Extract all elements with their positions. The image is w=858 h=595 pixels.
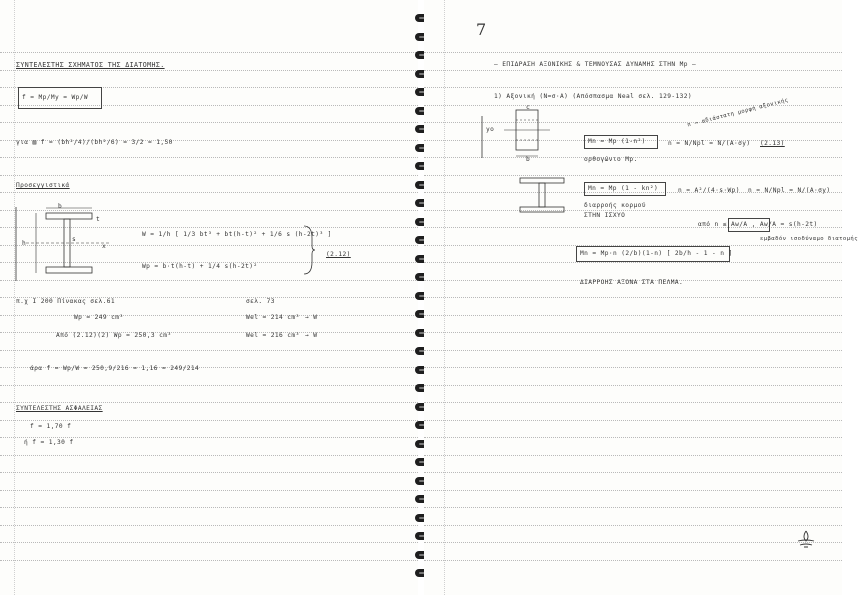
mn-formula-1: Mn = Mp (1-n²) (588, 138, 646, 145)
ruled-line (0, 472, 418, 473)
rect-dim-b: b (526, 156, 531, 163)
ruled-line (0, 192, 418, 193)
dim-b-label: b (58, 203, 63, 210)
equivalent-area-note: εμβαδόν ισοδύναμο διατομής (760, 236, 858, 242)
ruled-line (424, 420, 842, 421)
ruled-line (424, 542, 842, 543)
ruled-line (424, 350, 842, 351)
n-formula-2: n = A²/(4·s·Wp) (678, 187, 740, 194)
ruled-line (0, 455, 418, 456)
ruled-line (424, 332, 842, 333)
left-notebook-page (0, 0, 418, 595)
ruled-line (0, 542, 418, 543)
wp-value: Wp = 249 cm³ (74, 314, 124, 321)
axial-item-1: 1) Αξονική (N=σ·A) (Απόσπασμα Neal σελ. 129-132) (494, 93, 693, 100)
formula-w: W = 1/h [ 1/3 bt³ + bt(h-t)² + 1/6 s (h-2t)³ ] (142, 231, 332, 238)
ruled-line (0, 315, 418, 316)
safety-coef-1: f = 1,70 f (30, 423, 72, 430)
web-right (539, 183, 545, 207)
example-line: π.χ I 200 Πίνακας σελ.61 (16, 298, 116, 305)
wel-value-2: Wel = 216 cm³ (246, 332, 300, 339)
rect-section-sketch (480, 106, 570, 166)
ruled-line (0, 437, 418, 438)
formula-box-text: f = Mp/My = Wp/W (22, 94, 89, 101)
ruled-line (424, 455, 842, 456)
top-flange (46, 213, 92, 219)
ruled-line (0, 157, 418, 158)
dim-h-label: h (22, 240, 27, 247)
equation-ref-2-12: (2.12) (326, 251, 351, 258)
ruled-line (424, 297, 842, 298)
ruled-line (0, 52, 418, 53)
web-yield-note-2: ΣΤΗΝ ΙΣΧΥΟ (584, 212, 626, 219)
example-page-ref: σελ. 73 (246, 298, 275, 305)
n-formula-1: n = N/Npl = N/(A·σy) (668, 140, 751, 147)
approximation-label: Προσεγγιστικά (16, 182, 70, 189)
ruled-line (424, 70, 842, 71)
flange-top-right (520, 178, 564, 183)
ruled-line (424, 560, 842, 561)
ruled-line (424, 262, 842, 263)
formula-bracket (302, 224, 316, 276)
right-notebook-page (424, 0, 858, 595)
doodle-mark (794, 527, 818, 551)
shape-factor-heading: ΣΥΝΤΕΛΕΣΤΗΣ ΣΧΗΜΑΤΟΣ ΤΗΣ ΔΙΑΤΟΜΗΣ. (16, 61, 165, 69)
flange-yield-note: ΔΙΑΡΡΟΗΣ ΑΞΟΝΑ ΣΤΑ ΠΕΛΜΑ. (580, 279, 684, 286)
ruled-line (0, 420, 418, 421)
wel-arrow-2: → W (305, 332, 318, 339)
ratio-line: άρα f = Wp/W = 250,9/216 = 1,16 = 249/214 (30, 365, 200, 372)
formula-wp: Wp = b·t(h-t) + 1/4 s(h-2t)² (142, 263, 258, 270)
ruled-line (424, 507, 842, 508)
ruled-line (424, 315, 842, 316)
ruled-line (424, 490, 842, 491)
ruled-line (424, 472, 842, 473)
ruled-line (424, 525, 842, 526)
ruled-line (0, 175, 418, 176)
page-number: 7 (476, 20, 487, 39)
ruled-line (424, 367, 842, 368)
rectangle-label: ορθογώνιο Mp. (584, 156, 638, 163)
ruled-line (424, 210, 842, 211)
ruled-line (424, 175, 842, 176)
wel-value: Wel = 214 cm³ (246, 314, 300, 321)
web-yield-note: διαρροής κορμού (584, 202, 646, 209)
ruled-line (424, 52, 842, 53)
ruled-line (0, 507, 418, 508)
dim-x-label: x (102, 243, 107, 250)
ruled-line (0, 490, 418, 491)
axial-shear-heading: — ΕΠΙΔΡΑΣΗ ΑΞΟΝΙΚΗΣ & ΤΕΜΝΟΥΣΑΣ ΔΥΝΑΜΗΣ ΣΤΗΝ Mp — (494, 61, 697, 68)
ruled-line (424, 385, 842, 386)
aw-condition: από n ≤ Aw/A , Aw/A = s(h-2t) (698, 221, 818, 228)
i-beam-sketch (16, 205, 116, 285)
ruled-line (424, 402, 842, 403)
ruled-line (0, 122, 418, 123)
safety-coef-2: ή f = 1,30 f (24, 439, 74, 446)
dim-s-label: s (72, 236, 77, 243)
bottom-flange (46, 267, 92, 273)
ruled-line (424, 437, 842, 438)
flange-bottom-right (520, 207, 564, 212)
n-formula-3: n = N/Npl = N/(A·σy) (748, 187, 831, 194)
safety-coef-heading: ΣΥΝΤΕΛΕΣΤΗΣ ΑΣΦΑΛΕΙΑΣ (16, 405, 103, 412)
rect-dim-yo: yo (486, 126, 495, 133)
ruled-line (0, 560, 418, 561)
from-eq-line: Από (2.12)(2) Wp = 250,3 cm³ (56, 332, 172, 339)
ruled-line (0, 525, 418, 526)
dim-t-label: t (96, 216, 101, 223)
ruled-line (424, 87, 842, 88)
ruled-line (0, 402, 418, 403)
rect-dim-c: c (526, 104, 531, 111)
ruled-line (0, 70, 418, 71)
rectangle-shape-factor: για ▨ f = (bh²/4)/(bh²/6) = 3/2 = 1,50 (16, 139, 173, 146)
mn-formula-2: Mn = Mp (1 - kn²) (588, 185, 659, 192)
mn-formula-3: Mn = Mp·n (2/b)(1-n) [ 2b/h - 1 - n ] (580, 250, 733, 257)
i-section-sketch-right (518, 176, 568, 216)
dimensionless-annotation: n → αδιάστατη μορφή αξονικής (686, 97, 790, 129)
ruled-line (0, 385, 418, 386)
ruled-line (0, 350, 418, 351)
wel-arrow: → W (305, 314, 318, 321)
equation-ref-2-13: (2.13) (760, 140, 785, 147)
